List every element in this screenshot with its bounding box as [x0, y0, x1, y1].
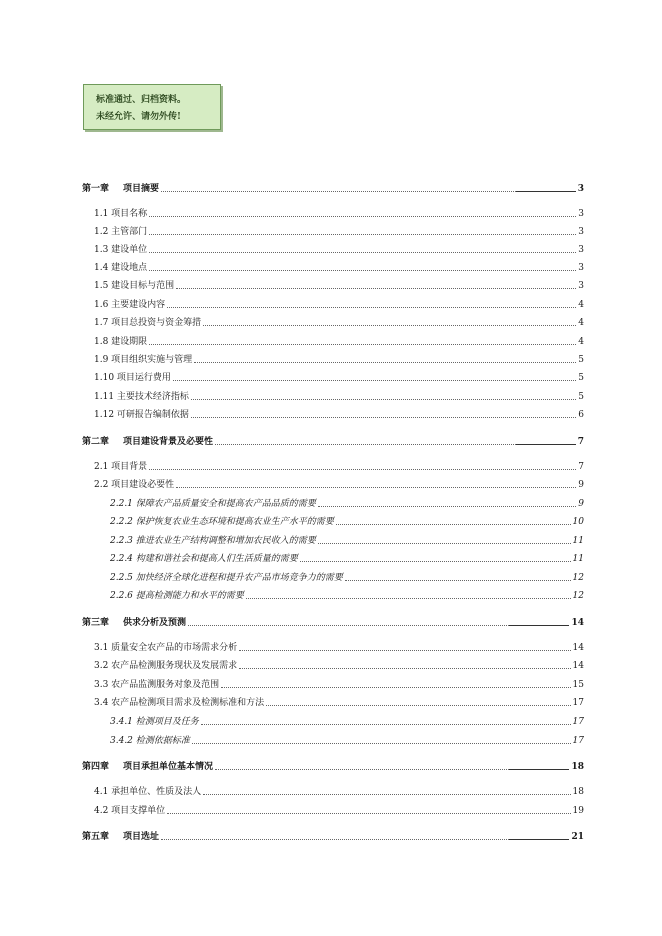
toc-chapter-4[interactable]: 第四章 项目承担单位基本情况 18 [82, 762, 584, 772]
toc-subsection-2-2-4[interactable]: 2.2.4 构建和谐社会和提高人们生活质量的需要 11 [110, 554, 584, 564]
toc-section-3-4[interactable]: 3.4 农产品检测项目需求及检测标准和方法 17 [94, 698, 584, 708]
toc-section-1-11[interactable]: 1.11 主要技术经济指标 5 [94, 392, 584, 402]
toc-subsection-3-4-1[interactable]: 3.4.1 检测项目及任务 17 [110, 717, 584, 727]
toc-section-1-7[interactable]: 1.7 项目总投资与资金筹措 4 [94, 318, 584, 328]
toc-section-1-12[interactable]: 1.12 可研报告编制依据 6 [94, 410, 584, 420]
toc-section-1-10[interactable]: 1.10 项目运行费用 5 [94, 373, 584, 383]
toc-section-1-2[interactable]: 1.2 主管部门 3 [94, 227, 584, 237]
toc-section-3-2[interactable]: 3.2 农产品检测服务现状及发展需求 14 [94, 661, 584, 671]
toc-subsection-2-2-2[interactable]: 2.2.2 保护恢复农业生态环境和提高农业生产水平的需要 10 [110, 517, 584, 527]
toc-chapter-3[interactable]: 第三章 供求分析及预测 14 [82, 618, 584, 628]
toc-chapter-2[interactable]: 第二章 项目建设背景及必要性 7 [82, 437, 584, 447]
toc-section-2-1[interactable]: 2.1 项目背景 7 [94, 462, 584, 472]
toc-section-1-9[interactable]: 1.9 项目组织实施与管理 5 [94, 355, 584, 365]
toc-section-3-1[interactable]: 3.1 质量安全农产品的市场需求分析 14 [94, 643, 584, 653]
toc-subsection-2-2-5[interactable]: 2.2.5 加快经济全球化进程和提升农产品市场竞争力的需要 12 [110, 573, 584, 583]
notice-line-2: 未经允许、请勿外传! [96, 112, 181, 122]
toc-section-3-3[interactable]: 3.3 农产品监测服务对象及范围 15 [94, 680, 584, 690]
toc-subsection-3-4-2[interactable]: 3.4.2 检测依据标准 17 [110, 736, 584, 746]
toc-subsection-2-2-1[interactable]: 2.2.1 保障农产品质量安全和提高农产品品质的需要 9 [110, 499, 584, 509]
toc-section-1-1[interactable]: 1.1 项目名称 3 [94, 209, 584, 219]
toc-section-1-4[interactable]: 1.4 建设地点 3 [94, 263, 584, 273]
notice-line-1: 标准通过、归档资料。 [96, 95, 187, 105]
toc-subsection-2-2-6[interactable]: 2.2.6 提高检测能力和水平的需要 12 [110, 591, 584, 601]
toc-chapter-1[interactable]: 第一章 项目摘要 3 [82, 184, 584, 194]
confidential-notice-box [83, 84, 221, 130]
toc-section-2-2[interactable]: 2.2 项目建设必要性 9 [94, 480, 584, 490]
toc-section-1-8[interactable]: 1.8 建设期限 4 [94, 337, 584, 347]
toc-section-1-6[interactable]: 1.6 主要建设内容 4 [94, 300, 584, 310]
toc-section-1-3[interactable]: 1.3 建设单位 3 [94, 245, 584, 255]
toc-chapter-5[interactable]: 第五章 项目选址 21 [82, 832, 584, 842]
toc-section-4-2[interactable]: 4.2 项目支撑单位 19 [94, 806, 584, 816]
toc-section-4-1[interactable]: 4.1 承担单位、性质及法人 18 [94, 787, 584, 797]
toc-subsection-2-2-3[interactable]: 2.2.3 推进农业生产结构调整和增加农民收入的需要 11 [110, 536, 584, 546]
toc-section-1-5[interactable]: 1.5 建设目标与范围 3 [94, 281, 584, 291]
